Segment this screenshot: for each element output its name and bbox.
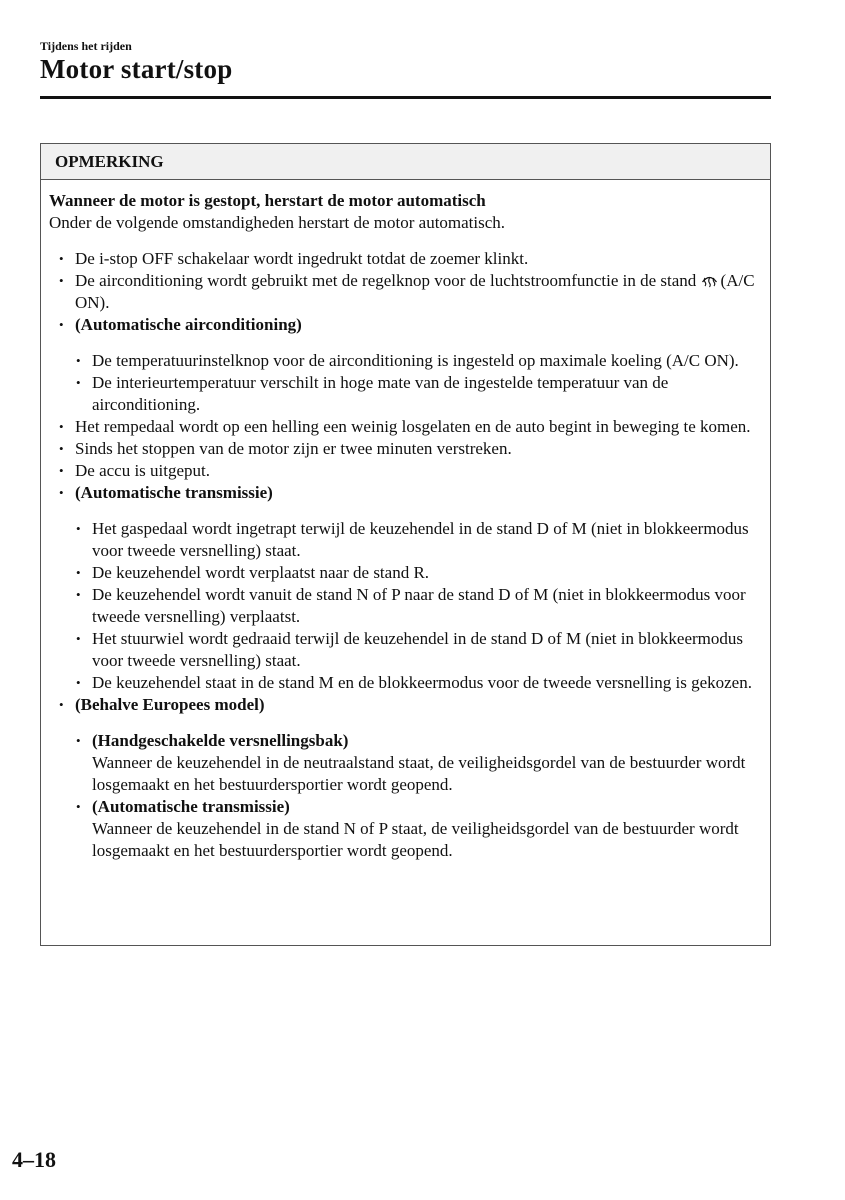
sub-list-item-text: Wanneer de keuzehendel in de neutraalstand staat, de veiligheidsgordel van de bestuurder wordt losgemaakt en het bestuurdersportier wordt geopend.	[92, 753, 746, 794]
bullet: •	[76, 521, 81, 536]
sub-list-item-text: Het gaspedaal wordt ingetrapt terwijl de keuzehendel in de stand D of M (niet in blokkeermodus voor tweede versnelling) staat.	[92, 519, 749, 560]
sub-list-item	[75, 628, 762, 672]
list-item-text: Sinds het stoppen van de motor zijn er twee minuten verstreken.	[75, 439, 512, 458]
list-item-text: De accu is uitgeput.	[75, 461, 211, 480]
sub-list-item-text: De temperatuurinstelknop voor de airconditioning is ingesteld op maximale koeling (A/C ON).	[92, 351, 739, 370]
sub-list-item-text: Het stuurwiel wordt gedraaid terwijl de keuzehendel in de stand D of M (niet in blokkeermodus voor tweede versnelling) staat.	[92, 629, 744, 670]
sub-list-item-text: De keuzehendel staat in de stand M en de blokkeermodus voor de tweede versnelling is gekozen.	[92, 673, 752, 692]
list-item-heading: (Automatische airconditioning)	[75, 315, 302, 334]
sub-list-item	[75, 372, 762, 416]
page-title: Motor start/stop	[40, 54, 233, 84]
sub-list-item	[75, 584, 762, 628]
sub-list	[75, 350, 762, 416]
bullet: •	[76, 675, 81, 690]
bullet: •	[76, 631, 81, 646]
sub-list-item	[75, 562, 762, 584]
sub-list-item-text: Wanneer de keuzehendel in de stand N of P staat, de veiligheidsgordel van de bestuurder wordt losgemaakt en het bestuurdersportier wordt geopend.	[92, 819, 739, 860]
title-rule	[40, 96, 771, 99]
sub-list-item	[75, 672, 762, 694]
bullet: •	[76, 799, 81, 814]
note-intro: Onder de volgende omstandigheden herstart de motor automatisch.	[49, 213, 506, 232]
page-number: 4–18	[12, 1147, 56, 1172]
list-item	[49, 694, 762, 862]
bullet: •	[76, 733, 81, 748]
list-item-text: Het rempedaal wordt op een helling een weinig losgelaten en de auto begint in beweging te komen.	[75, 417, 751, 436]
bullet: •	[76, 587, 81, 602]
sub-list-item-text: De interieurtemperatuur verschilt in hoge mate van de ingestelde temperatuur van de airconditioning.	[92, 373, 669, 414]
list-item	[49, 438, 762, 460]
sub-list-item-text: De keuzehendel wordt vanuit de stand N of P naar de stand D of M (niet in blokkeermodus voor tweede versnelling) verplaatst.	[92, 585, 746, 626]
list-item	[49, 482, 762, 694]
note-heading: Wanneer de motor is gestopt, herstart de motor automatisch	[49, 191, 486, 210]
bullet: •	[59, 697, 64, 712]
note-label: OPMERKING	[41, 144, 770, 180]
bullet: •	[59, 273, 64, 288]
list-item	[49, 460, 762, 482]
note-box	[40, 143, 771, 946]
sub-list	[75, 518, 762, 694]
list-item-text: De i-stop OFF schakelaar wordt ingedrukt totdat de zoemer klinkt.	[75, 249, 529, 268]
note-body	[41, 180, 770, 862]
bullet: •	[76, 353, 81, 368]
list-item-text: De airconditioning wordt gebruikt met de regelknop voor de luchtstroomfunctie in de stand	[75, 271, 701, 290]
list-item	[49, 314, 762, 416]
windshield-defroster-icon	[701, 272, 718, 288]
list-item-heading: (Automatische transmissie)	[75, 483, 273, 502]
bullet: •	[59, 317, 64, 332]
sub-list-item	[75, 796, 762, 862]
list-item	[49, 416, 762, 438]
bullet: •	[76, 565, 81, 580]
bullet: •	[59, 251, 64, 266]
bullet: •	[59, 419, 64, 434]
sub-list-item-heading: (Handgeschakelde versnellingsbak)	[92, 731, 349, 750]
sub-list-item-text: De keuzehendel wordt verplaatst naar de stand R.	[92, 563, 430, 582]
sub-list	[75, 730, 762, 862]
condition-list	[49, 248, 762, 862]
bullet: •	[59, 463, 64, 478]
list-item-text: (A/C ON).	[75, 271, 755, 312]
list-item-heading: (Behalve Europees model)	[75, 695, 265, 714]
bullet: •	[76, 375, 81, 390]
list-item	[49, 248, 762, 270]
sub-list-item-heading: (Automatische transmissie)	[92, 797, 290, 816]
sub-list-item	[75, 730, 762, 796]
sub-list-item	[75, 518, 762, 562]
bullet: •	[59, 485, 64, 500]
list-item	[49, 270, 762, 314]
bullet: •	[59, 441, 64, 456]
sub-list-item	[75, 350, 762, 372]
section-label: Tijdens het rijden	[40, 39, 132, 53]
